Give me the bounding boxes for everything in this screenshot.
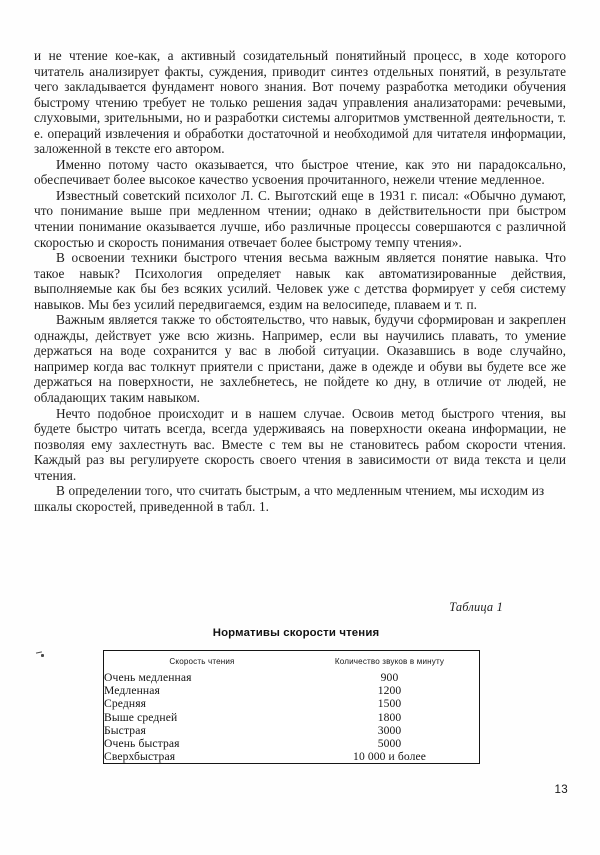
cell-speed-value: 10 000 и более <box>353 750 426 764</box>
table-body <box>104 671 480 764</box>
cell-speed-value: 3000 <box>377 723 402 737</box>
paragraph: В освоении техники быстрого чтения весьма важным является понятие навыка. Что такое навык? Психология определяет навык как автоматизированные действия, выполняемые как бы без всяких усилий. Человек уже с детства формирует у себя систему навыков. Мы без усилий передвигаемся, ездим на велосипеде, плаваем и т. п. <box>34 250 566 312</box>
page-number: 13 <box>554 783 568 796</box>
cell-speed-label: Очень быстрая <box>104 737 180 751</box>
paragraph: Именно потому часто оказывается, что быстрое чтение, как это ни парадоксально, обеспечивает более высокое качество усвоения прочитанного, нежели чтение медленное. <box>34 156 566 188</box>
paragraph: В определении того, что считать быстрым, а что медленным чтением, мы исходим из шкалы скоростей, приведенной в табл. 1. <box>34 483 545 514</box>
table-header-row <box>104 651 480 672</box>
table-title: Нормативы скорости чтения <box>212 627 380 639</box>
table-caption-block <box>34 600 566 639</box>
table-header <box>104 651 480 672</box>
cell-speed-value: 900 <box>380 671 399 684</box>
cell-speed-value: 1500 <box>377 697 402 711</box>
cell-speed-label: Выше средней <box>104 710 178 724</box>
reading-speed-table <box>103 650 480 764</box>
table-row <box>104 711 480 724</box>
cell-speed-label: Быстрая <box>104 723 146 737</box>
cell-speed-label: Медленная <box>104 684 160 698</box>
column-header-sounds-per-minute: Количество звуков в минуту <box>334 656 445 666</box>
cell-speed-label: Сверхбыстрая <box>104 750 176 764</box>
table-row <box>104 750 480 764</box>
paragraph: Нечто подобное происходит и в нашем случае. Освоив метод быстрого чтения, вы будете быстро читать всегда, всегда удерживаясь на поверхности океана информации, не позволяя ему захлестнуть вас. Вместе с тем вы не становитесь рабом скорости чтения. Каждый раз вы регулируете скорость своего чтения в зависимости от вида текста и цели чтения. <box>34 405 566 483</box>
column-header-speed: Скорость чтения <box>169 656 235 666</box>
table-row <box>104 737 480 750</box>
cell-speed-value: 5000 <box>377 737 402 751</box>
paragraph: и не чтение кое-как, а активный созидательный понятийный процесс, в ходе которого читатель анализирует факты, суждения, приводит синтез отдельных понятий, в результате чего закладывается фундамент нового знания. Вот почему разработка методики обучения быстрому чтению требует не только решения задач управления анализаторами: речевыми, слуховыми, зрительными, но и разработки системы алгоритмов умственной деятельности, т. е. операций извлечения и обработки достаточной и необходимой для читателя информации, заложенной в тексте его автором. <box>34 48 566 157</box>
table-row <box>104 697 480 710</box>
table-number-label: Таблица 1 <box>449 600 503 614</box>
table-row <box>104 724 480 737</box>
table-row <box>104 671 480 684</box>
table-row <box>104 684 480 697</box>
body-text-column <box>34 48 566 514</box>
paragraph: Важным является также то обстоятельство, что навык, будучи сформирован и закреплен однажды, действует уже всю жизнь. Например, если вы научились плавать, то умение держаться на воде сохранится у вас в любой ситуации. Оказавшись в воде случайно, например когда вас толкнут приятели с пристани, даже в одежде и обуви вы будете все же держаться на поверхности, не захлебнетесь, не пойдете ко дну, в отличие от людей, не обладающих таким навыком. <box>34 312 566 406</box>
cell-speed-value: 1200 <box>377 684 402 698</box>
scan-artifact-mark <box>36 651 47 657</box>
cell-speed-label: Очень медленная <box>104 671 192 684</box>
cell-speed-label: Средняя <box>104 697 147 711</box>
paragraph: Известный советский психолог Л. С. Выготский еще в 1931 г. писал: «Обычно думают, что понимание выше при медленном чтении; однако в действительности при быстром чтении понимание оказывается лучше, ибо различные процессы совершаются с различной скоростью и скорость понимания отвечает более быстрому темпу чтения». <box>34 187 566 250</box>
cell-speed-value: 1800 <box>377 710 402 724</box>
